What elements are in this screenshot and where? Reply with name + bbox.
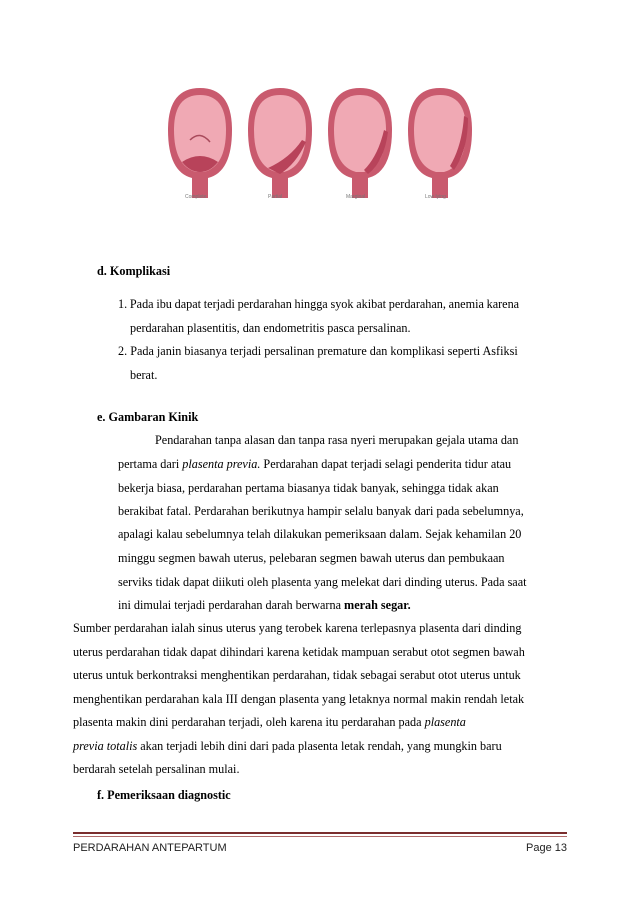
section-d-item-2-line-2: berat. xyxy=(130,368,158,382)
footer-rule-thin xyxy=(73,836,567,837)
section-d-item-1-line-1: 1. Pada ibu dapat terjadi perdarahan hingga syok akibat perdarahan, anemia karena xyxy=(118,297,520,311)
text-span: pertama dari xyxy=(118,457,180,471)
bold-term-merah-segar: merah segar. xyxy=(344,598,411,612)
section-e-p2-line-3: uterus untuk berkontraksi menghentikan perdarahan, tidak sebagai serabut otot uterus untuk xyxy=(73,668,521,682)
section-d-heading: d. Komplikasi xyxy=(97,264,171,278)
text-span: Perdarahan dapat terjadi selagi penderita tidur atau xyxy=(263,457,512,471)
section-e-p1-line-7: serviks tidak dapat diikuti oleh plasenta yang melekat dari dinding uterus. Pada saat xyxy=(118,575,527,589)
text-span: ini dimulai terjadi perdarahan darah berwarna xyxy=(118,598,341,612)
section-e-p1-line-3: bekerja biasa, perdarahan pertama biasanya tidak banyak, sehingga tidak akan xyxy=(118,481,499,495)
footer-rule xyxy=(73,832,567,834)
section-e-p2-line-4: menghentikan perdarahan kala III dengan plasenta yang letaknya normal makin rendah letak xyxy=(73,692,525,706)
uterus-marginal-illustration xyxy=(320,80,400,205)
section-e-p1-line-8 xyxy=(118,598,411,613)
section-d-item-2-line-1: 2. Pada janin biasanya terjadi persalinan premature dan komplikasi seperti Asfiksi xyxy=(118,344,518,358)
section-e-p2-line-1: Sumber perdarahan ialah sinus uterus yang terobek karena terlepasnya plasenta dari dinding xyxy=(73,621,522,635)
footer-page-number: Page 13 xyxy=(526,842,567,854)
text-span: plasenta makin dini perdarahan terjadi, oleh karena itu perdarahan pada xyxy=(73,715,422,729)
section-e-p1-line-6: minggu segmen bawah uterus, pelebaran segmen bawah uterus dan pembukaan xyxy=(118,551,505,565)
section-f-heading: f. Pemeriksaan diagnostic xyxy=(97,788,231,802)
uterus-low-lying-illustration xyxy=(400,80,480,205)
italic-term-plasenta: plasenta xyxy=(424,715,466,729)
italic-term-previa-totalis: previa totalis xyxy=(73,739,138,753)
figure-label-complete: Complete xyxy=(185,194,207,200)
section-e-heading: e. Gambaran Kinik xyxy=(97,410,199,424)
section-e-p1-line-5: apalagi kalau sebelumnya telah dilakukan pemeriksaan dalam. Sejak kehamilan 20 xyxy=(118,527,522,541)
footer-title: PERDARAHAN ANTEPARTUM xyxy=(73,842,227,854)
section-e-p2-line-6 xyxy=(73,739,502,754)
section-e-p1-line-4: berakibat fatal. Perdarahan berikutnya hampir selalu banyak dari pada sebelumnya, xyxy=(118,504,524,518)
uterus-complete-illustration xyxy=(160,80,240,205)
section-d-item-1-line-2: perdarahan plasentitis, dan endometritis pasca persalinan. xyxy=(130,321,411,335)
placenta-previa-figure xyxy=(160,74,478,212)
section-e-p1-line-1: Pendarahan tanpa alasan dan tanpa rasa nyeri merupakan gejala utama dan xyxy=(155,433,519,447)
italic-term-plasenta-previa: plasenta previa. xyxy=(182,457,261,471)
figure-label-low-lying: Low lying xyxy=(425,194,446,200)
figure-label-marginal: Marginal xyxy=(346,194,366,200)
text-span: akan terjadi lebih dini dari pada plasenta letak rendah, yang mungkin baru xyxy=(140,739,502,753)
section-e-p1-line-2 xyxy=(118,457,511,472)
figure-label-partial: Partial xyxy=(268,194,283,200)
uterus-partial-illustration xyxy=(240,80,320,205)
section-e-p2-line-7: berdarah setelah persalinan mulai. xyxy=(73,762,240,776)
section-e-p2-line-2: uterus perdarahan tidak dapat dihindari karena ketidak mampuan serabut otot segmen bawah xyxy=(73,645,525,659)
section-e-p2-line-5 xyxy=(73,715,466,730)
